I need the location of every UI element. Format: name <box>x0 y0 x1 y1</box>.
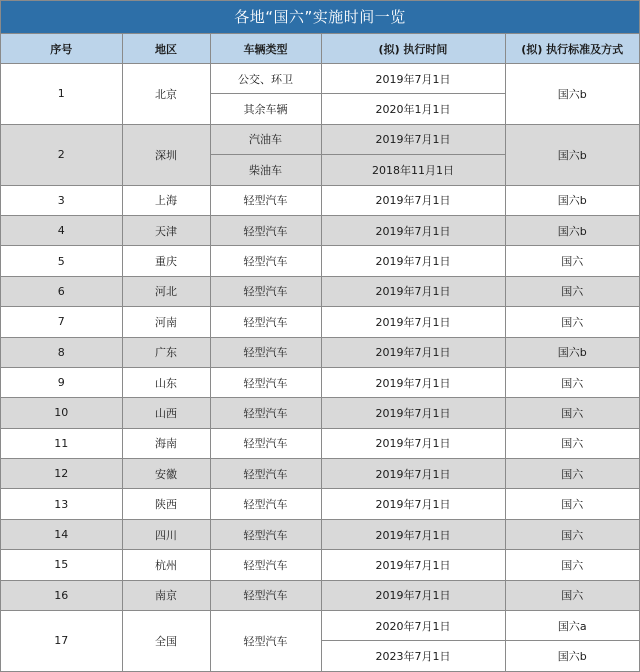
table-row <box>1 580 639 610</box>
cell-region: 海南 <box>122 428 210 458</box>
table-row <box>1 367 639 397</box>
cell-serial: 7 <box>1 307 122 337</box>
cell-vehicle-type: 轻型汽车 <box>210 276 321 306</box>
cell-execution-time: 2019年7月1日 <box>321 519 505 549</box>
cell-standard: 国六 <box>505 398 639 428</box>
cell-serial: 3 <box>1 185 122 215</box>
cell-serial: 17 <box>1 611 122 672</box>
cell-standard: 国六 <box>505 519 639 549</box>
cell-vehicle-type: 轻型汽车 <box>210 519 321 549</box>
cell-execution-time: 2020年1月1日 <box>321 94 505 124</box>
cell-vehicle-type: 轻型汽车 <box>210 215 321 245</box>
cell-serial: 4 <box>1 215 122 245</box>
table-row <box>1 215 639 245</box>
cell-standard: 国六b <box>505 215 639 245</box>
cell-vehicle-type: 轻型汽车 <box>210 337 321 367</box>
cell-execution-time: 2019年7月1日 <box>321 215 505 245</box>
cell-execution-time: 2019年7月1日 <box>321 185 505 215</box>
cell-standard: 国六b <box>505 124 639 185</box>
table-row <box>1 550 639 580</box>
cell-standard: 国六 <box>505 459 639 489</box>
cell-standard: 国六b <box>505 64 639 125</box>
cell-execution-time: 2019年7月1日 <box>321 124 505 154</box>
header-region: 地区 <box>122 34 210 64</box>
cell-standard: 国六 <box>505 550 639 580</box>
cell-execution-time: 2019年7月1日 <box>321 337 505 367</box>
table-row <box>1 398 639 428</box>
table-row <box>1 307 639 337</box>
cell-execution-time: 2019年7月1日 <box>321 580 505 610</box>
cell-standard: 国六 <box>505 580 639 610</box>
cell-execution-time: 2019年7月1日 <box>321 307 505 337</box>
cell-vehicle-type: 轻型汽车 <box>210 307 321 337</box>
cell-serial: 10 <box>1 398 122 428</box>
cell-execution-time: 2019年7月1日 <box>321 64 505 94</box>
cell-serial: 13 <box>1 489 122 519</box>
cell-execution-time: 2020年7月1日 <box>321 611 505 641</box>
cell-execution-time: 2019年7月1日 <box>321 428 505 458</box>
table-row <box>1 519 639 549</box>
cell-standard: 国六b <box>505 641 639 671</box>
cell-serial: 12 <box>1 459 122 489</box>
cell-vehicle-type: 轻型汽车 <box>210 489 321 519</box>
header-row <box>1 34 639 64</box>
cell-region: 重庆 <box>122 246 210 276</box>
cell-vehicle-type: 轻型汽车 <box>210 428 321 458</box>
cell-serial: 5 <box>1 246 122 276</box>
header-serial: 序号 <box>1 34 122 64</box>
cell-standard: 国六 <box>505 246 639 276</box>
table-row <box>1 124 639 154</box>
cell-vehicle-type: 柴油车 <box>210 155 321 185</box>
cell-region: 河北 <box>122 276 210 306</box>
cell-region: 四川 <box>122 519 210 549</box>
cell-region: 河南 <box>122 307 210 337</box>
cell-serial: 1 <box>1 64 122 125</box>
cell-standard: 国六 <box>505 428 639 458</box>
cell-standard: 国六b <box>505 337 639 367</box>
table-row <box>1 246 639 276</box>
cell-region: 陕西 <box>122 489 210 519</box>
cell-vehicle-type: 轻型汽车 <box>210 611 321 672</box>
cell-standard: 国六 <box>505 367 639 397</box>
implementation-table <box>1 34 639 672</box>
cell-standard: 国六 <box>505 276 639 306</box>
cell-standard: 国六b <box>505 185 639 215</box>
cell-serial: 9 <box>1 367 122 397</box>
cell-region: 广东 <box>122 337 210 367</box>
cell-standard: 国六a <box>505 611 639 641</box>
cell-region: 北京 <box>122 64 210 125</box>
cell-execution-time: 2018年11月1日 <box>321 155 505 185</box>
header-standard: (拟) 执行标准及方式 <box>505 34 639 64</box>
cell-serial: 16 <box>1 580 122 610</box>
cell-vehicle-type: 汽油车 <box>210 124 321 154</box>
cell-execution-time: 2019年7月1日 <box>321 276 505 306</box>
cell-serial: 8 <box>1 337 122 367</box>
cell-execution-time: 2019年7月1日 <box>321 489 505 519</box>
cell-region: 山东 <box>122 367 210 397</box>
table-row <box>1 276 639 306</box>
cell-vehicle-type: 其余车辆 <box>210 94 321 124</box>
cell-vehicle-type: 轻型汽车 <box>210 367 321 397</box>
cell-serial: 11 <box>1 428 122 458</box>
cell-execution-time: 2019年7月1日 <box>321 550 505 580</box>
table-row <box>1 489 639 519</box>
table-row <box>1 611 639 641</box>
cell-execution-time: 2019年7月1日 <box>321 246 505 276</box>
cell-execution-time: 2019年7月1日 <box>321 367 505 397</box>
cell-region: 杭州 <box>122 550 210 580</box>
cell-region: 上海 <box>122 185 210 215</box>
table-row <box>1 185 639 215</box>
cell-region: 深圳 <box>122 124 210 185</box>
cell-serial: 6 <box>1 276 122 306</box>
cell-region: 全国 <box>122 611 210 672</box>
cell-execution-time: 2019年7月1日 <box>321 459 505 489</box>
table-row <box>1 64 639 94</box>
table-row <box>1 459 639 489</box>
cell-standard: 国六 <box>505 307 639 337</box>
table-row <box>1 337 639 367</box>
cell-region: 山西 <box>122 398 210 428</box>
cell-serial: 15 <box>1 550 122 580</box>
cell-execution-time: 2019年7月1日 <box>321 398 505 428</box>
cell-serial: 2 <box>1 124 122 185</box>
cell-vehicle-type: 轻型汽车 <box>210 398 321 428</box>
cell-region: 天津 <box>122 215 210 245</box>
cell-vehicle-type: 轻型汽车 <box>210 550 321 580</box>
table-row <box>1 428 639 458</box>
header-vehicle-type: 车辆类型 <box>210 34 321 64</box>
cell-region: 南京 <box>122 580 210 610</box>
cell-vehicle-type: 轻型汽车 <box>210 580 321 610</box>
cell-vehicle-type: 轻型汽车 <box>210 459 321 489</box>
cell-vehicle-type: 轻型汽车 <box>210 185 321 215</box>
table-title: 各地“国六”实施时间一览 <box>1 1 639 34</box>
cell-region: 安徽 <box>122 459 210 489</box>
cell-vehicle-type: 轻型汽车 <box>210 246 321 276</box>
cell-serial: 14 <box>1 519 122 549</box>
cell-standard: 国六 <box>505 489 639 519</box>
header-execution-time: (拟) 执行时间 <box>321 34 505 64</box>
cell-vehicle-type: 公交、环卫 <box>210 64 321 94</box>
cell-execution-time: 2023年7月1日 <box>321 641 505 671</box>
